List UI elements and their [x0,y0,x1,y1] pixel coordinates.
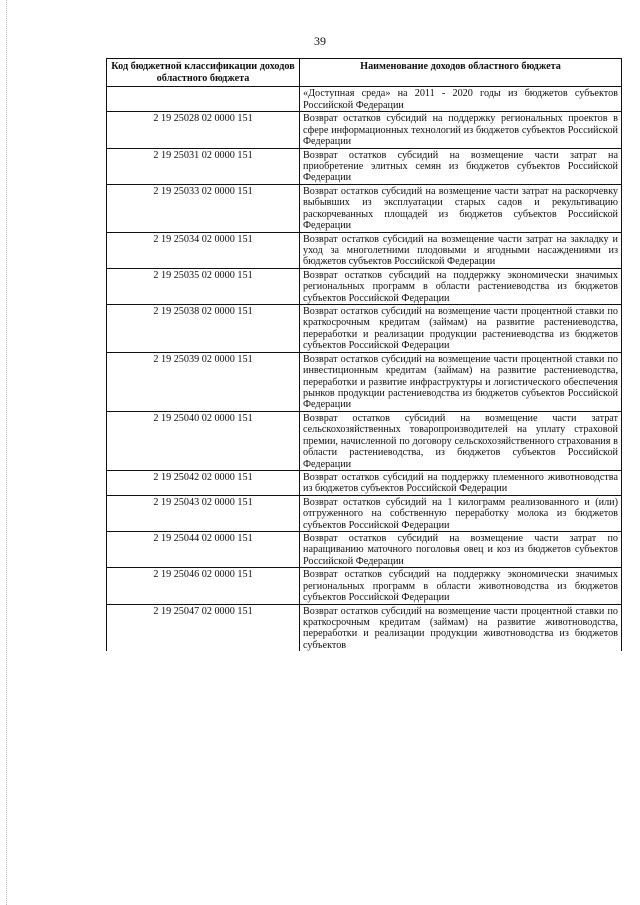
table-row [107,352,622,411]
row-name: Возврат остатков субсидий на поддержку экономически значимых региональных программ в области животноводства из бюджетов субъектов Российской Федерации [300,568,622,604]
row-name: Возврат остатков субсидий на возмещение части затрат на приобретение элитных семян из бюджетов субъектов Российской Федерации [300,148,622,184]
header-name: Наименование доходов областного бюджета [300,59,622,87]
row-name: Возврат остатков субсидий на возмещение части процентной ставки по инвестиционным кредитам (займам) на развитие растениеводства, переработки и развитие инфраструктуры и логистического обеспечения рынков продукции растениеводства из бюджетов субъектов Российской Федерации [300,352,622,411]
row-name: Возврат остатков субсидий на поддержку экономически значимых региональных программ в области растениеводства из бюджетов субъектов Российской Федерации [300,268,622,304]
row-code: 2 19 25033 02 0000 151 [107,184,300,232]
row-code: 2 19 25031 02 0000 151 [107,148,300,184]
row-code: 2 19 25044 02 0000 151 [107,532,300,568]
table-row [107,470,622,495]
budget-revenue-table [106,58,622,651]
row-name: Возврат остатков субсидий на возмещение части затрат на раскорчевку выбывших из эксплуатации старых садов и рекультивацию раскорчеванных площадей из бюджетов субъектов Российской Федерации [300,184,622,232]
table-row [107,568,622,604]
table-row [107,148,622,184]
table-row [107,184,622,232]
row-name: Возврат остатков субсидий на 1 килограмм реализованного и (или) отгруженного на собственную переработку молока из бюджетов субъектов Российской Федерации [300,495,622,531]
row-name: Возврат остатков субсидий на возмещение части процентной ставки по краткосрочным кредитам (займам) на развитие животноводства, переработки и реализации продукции животноводства из бюджетов субъектов [300,604,622,651]
table-row [107,604,622,651]
row-name: Возврат остатков субсидий на возмещение части затрат по наращиванию маточного поголовья овец и коз из бюджетов субъектов Российской Федерации [300,532,622,568]
row-code: 2 19 25046 02 0000 151 [107,568,300,604]
table-row [107,112,622,148]
row-code: 2 19 25038 02 0000 151 [107,305,300,353]
table-row [107,411,622,470]
row-code: 2 19 25043 02 0000 151 [107,495,300,531]
row-name: Возврат остатков субсидий на возмещение части затрат на закладку и уход за многолетними плодовыми и ягодными насаждениями из бюджетов субъектов Российской Федерации [300,232,622,268]
row-name: «Доступная среда» на 2011 - 2020 годы из бюджетов субъектов Российской Федерации [300,87,622,112]
row-code: 2 19 25039 02 0000 151 [107,352,300,411]
row-code: 2 19 25047 02 0000 151 [107,604,300,651]
row-name: Возврат остатков субсидий на возмещение части затрат сельскохозяйственных товаропроизводителей на уплату страховой премии, начисленной по договору сельскохозяйственного страхования в области растениеводства, из бюджетов субъектов Российской Федерации [300,411,622,470]
row-name: Возврат остатков субсидий на поддержку региональных проектов в сфере информационных технологий из бюджетов субъектов Российской Федерации [300,112,622,148]
row-code: 2 19 25040 02 0000 151 [107,411,300,470]
row-name: Возврат остатков субсидий на поддержку племенного животноводства из бюджетов субъектов Российской Федерации [300,470,622,495]
page-number: 39 [314,34,326,48]
row-code: 2 19 25035 02 0000 151 [107,268,300,304]
table-row [107,305,622,353]
row-code: 2 19 25034 02 0000 151 [107,232,300,268]
page-binding-edge [0,0,7,905]
table-row [107,532,622,568]
table-row [107,495,622,531]
row-code: 2 19 25028 02 0000 151 [107,112,300,148]
table-header-row [107,59,622,87]
row-name: Возврат остатков субсидий на возмещение части процентной ставки по краткосрочным кредитам (займам) на развитие растениеводства, переработки и реализации продукции растениеводства из бюджетов субъектов Российской Федерации [300,305,622,353]
table-row [107,232,622,268]
table-row [107,87,622,112]
header-code: Код бюджетной классификации доходов областного бюджета [107,59,300,87]
row-code [107,87,300,112]
row-code: 2 19 25042 02 0000 151 [107,470,300,495]
table-row [107,268,622,304]
